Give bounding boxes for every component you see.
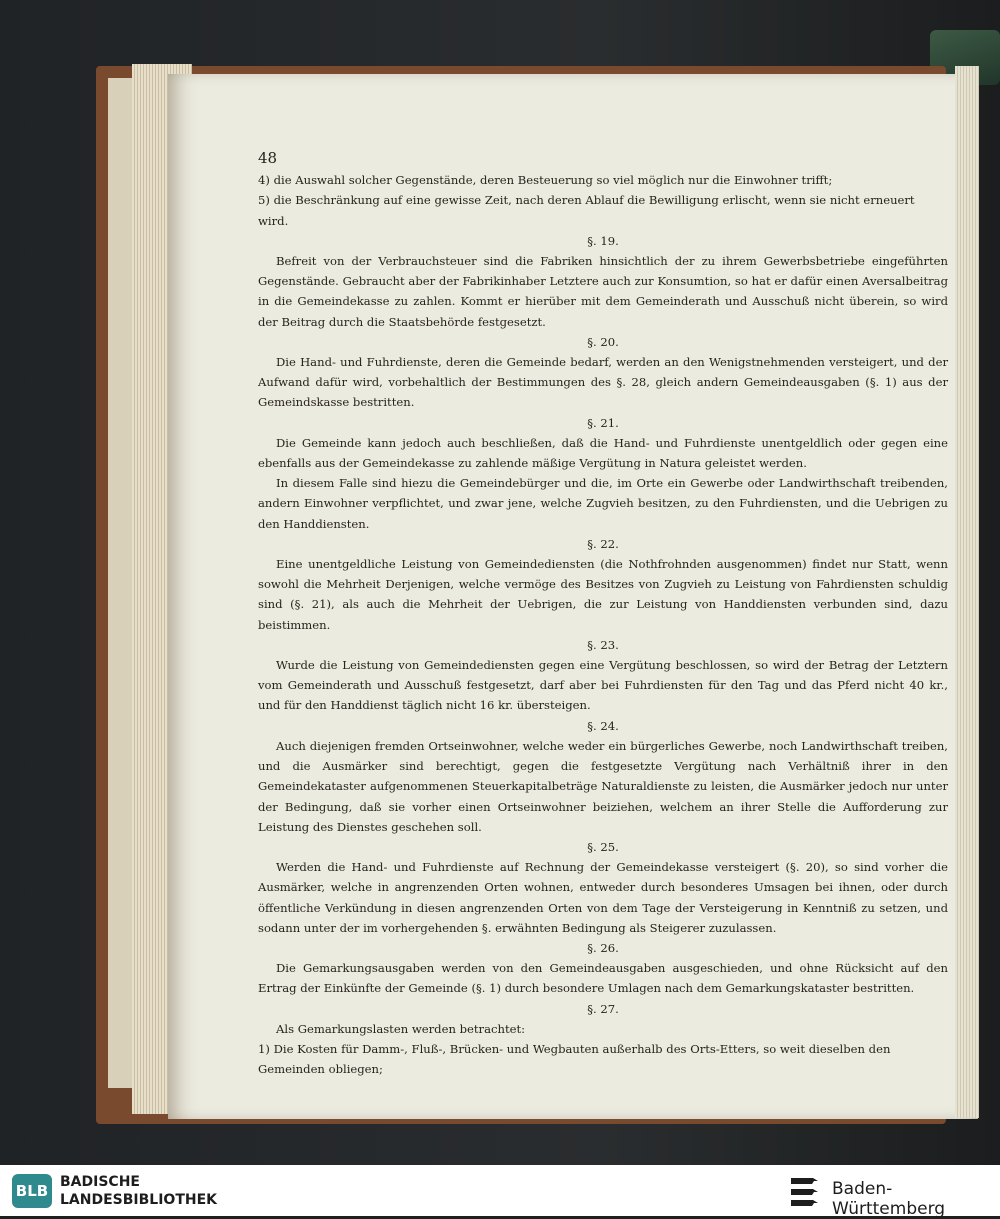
section-heading: §. 22.: [587, 536, 619, 551]
paragraph: Die Gemarkungsausgaben werden von den Gemeindeausgaben ausgeschieden, und ohne Rücksicht auf den Ertrag der Einkünfte der Gemeinde (§. 1) durch besondere Umlagen nach dem Gemarkungskataster bestritten.: [258, 961, 948, 996]
paragraph: Befreit von der Verbrauchsteuer sind die Fabriken hinsichtlich der zu ihrem Gewerbsbetriebe eingeführten Gegenstände. Gebraucht aber der Fabrikinhaber Letztere auch zur Konsumtion, so hat er dafür einen Aversalbeitrag in die Gemeindekasse zu zahlen. Kommt er hierüber mit dem Gemeinderath und Ausschuß nicht überein, so wird der Beitrag durch die Staatsbehörde festgesetzt.: [258, 254, 948, 329]
paragraph: Die Hand- und Fuhrdienste, deren die Gemeinde bedarf, werden an den Wenigstnehmenden versteigert, und der Aufwand dafür wird, vorbehaltlich der Bestimmungen des §. 28, gleich andern Gemeindeausgaben (§. 1) aus der Gemeindskasse bestritten.: [258, 355, 948, 410]
section-heading: §. 26.: [587, 940, 619, 955]
list-item: 5) die Beschränkung auf eine gewisse Zeit, nach deren Ablauf die Bewilligung erlischt, wenn sie nicht erneuert wird.: [258, 193, 915, 228]
page-number: 48: [258, 149, 278, 167]
page-text: [258, 148, 948, 1079]
library-name-line2: LANDESBIBLIOTHEK: [60, 1192, 218, 1208]
section-heading: §. 20.: [587, 334, 619, 349]
paragraph: In diesem Falle sind hiezu die Gemeindebürger und die, im Orte ein Gewerbe oder Landwirthschaft treibenden, andern Einwohner verpflichtet, und zwar jene, welche Zugvieh besitzen, zu den Fuhrdiensten, und die Uebrigen zu den Handdiensten.: [258, 476, 948, 531]
library-name[interactable]: [60, 1173, 217, 1209]
paragraph: Werden die Hand- und Fuhrdienste auf Rechnung der Gemeindekasse versteigert (§. 20), so sind vorher die Ausmärker, welche in angrenzenden Orten wohnen, entweder durch besonderes Umsagen bei ihnen, oder durch öffentliche Verkündung in diesen angrenzenden Orten von dem Tage der Versteigerung in Kenntniß zu setzen, und sodann unter der im vorhergehenden §. erwähnten Bedingung als Steigerer zuzulassen.: [258, 860, 948, 935]
page-stack-right: [955, 66, 979, 1118]
paragraph: Wurde die Leistung von Gemeindediensten gegen eine Vergütung beschlossen, so wird der Betrag der Letztern vom Gemeinderath und Ausschuß festgesetzt, darf aber bei Fuhrdiensten für den Tag und das Pferd nicht 40 kr., und für den Handdienst täglich nicht 16 kr. übersteigen.: [258, 658, 948, 713]
library-name-line1: BADISCHE: [60, 1174, 140, 1190]
section-heading: §. 24.: [587, 718, 619, 733]
state-name[interactable]: Baden-Württemberg: [832, 1179, 946, 1219]
list-item: 1) Die Kosten für Damm-, Fluß-, Brücken- und Wegbauten außerhalb des Orts-Etters, so weit dieselben den Gemeinden obliegen;: [258, 1041, 891, 1077]
section-heading: §. 19.: [587, 233, 619, 248]
paragraph: Eine unentgeldliche Leistung von Gemeindediensten (die Nothfrohnden ausgenommen) findet nur Statt, wenn sowohl die Mehrheit Derjenigen, welche vermöge des Besitzes von Zugvieh zu Leistung von Fahrdiensten schuldig sind (§. 21), als auch die Mehrheit der Uebrigen, die zur Leistung von Handdiensten verbunden sind, dazu beistimmen.: [258, 557, 948, 632]
section-heading: §. 27.: [587, 1001, 619, 1016]
section-heading: §. 25.: [587, 839, 619, 854]
paragraph: Auch diejenigen fremden Ortseinwohner, welche weder ein bürgerliches Gewerbe, noch Landwirthschaft treiben, und die Ausmärker sind berechtigt, gegen die festgesetzte Vergütung nach Verhältniß ihrer in den Gemeindekataster aufgenommenen Steuerkapitalbeträge Naturaldienste zu leisten, die Ausmärker jedoch nur unter der Bedingung, daß sie vorher einen Ortseinwohner beiziehen, welchem an ihrer Stelle die Aufforderung zur Leistung des Dienstes geschehen soll.: [258, 738, 948, 834]
footer-bar: [0, 1165, 1000, 1219]
section-heading: §. 21.: [587, 415, 619, 430]
paragraph: Die Gemeinde kann jedoch auch beschließen, daß die Hand- und Fuhrdienste unentgeldlich oder gegen eine ebenfalls aus der Gemeindekasse zu zahlende mäßige Vergütung in Natura geleistet werden.: [258, 435, 948, 471]
list-item: 4) die Auswahl solcher Gegenstände, deren Besteuerung so viel möglich nur die Einwohner trifft;: [258, 173, 833, 188]
blb-logo[interactable]: BLB: [12, 1174, 52, 1208]
section-heading: §. 23.: [587, 637, 619, 652]
baden-wuerttemberg-lions-icon: [788, 1173, 822, 1209]
paragraph: Als Gemarkungslasten werden betrachtet:: [276, 1021, 526, 1036]
